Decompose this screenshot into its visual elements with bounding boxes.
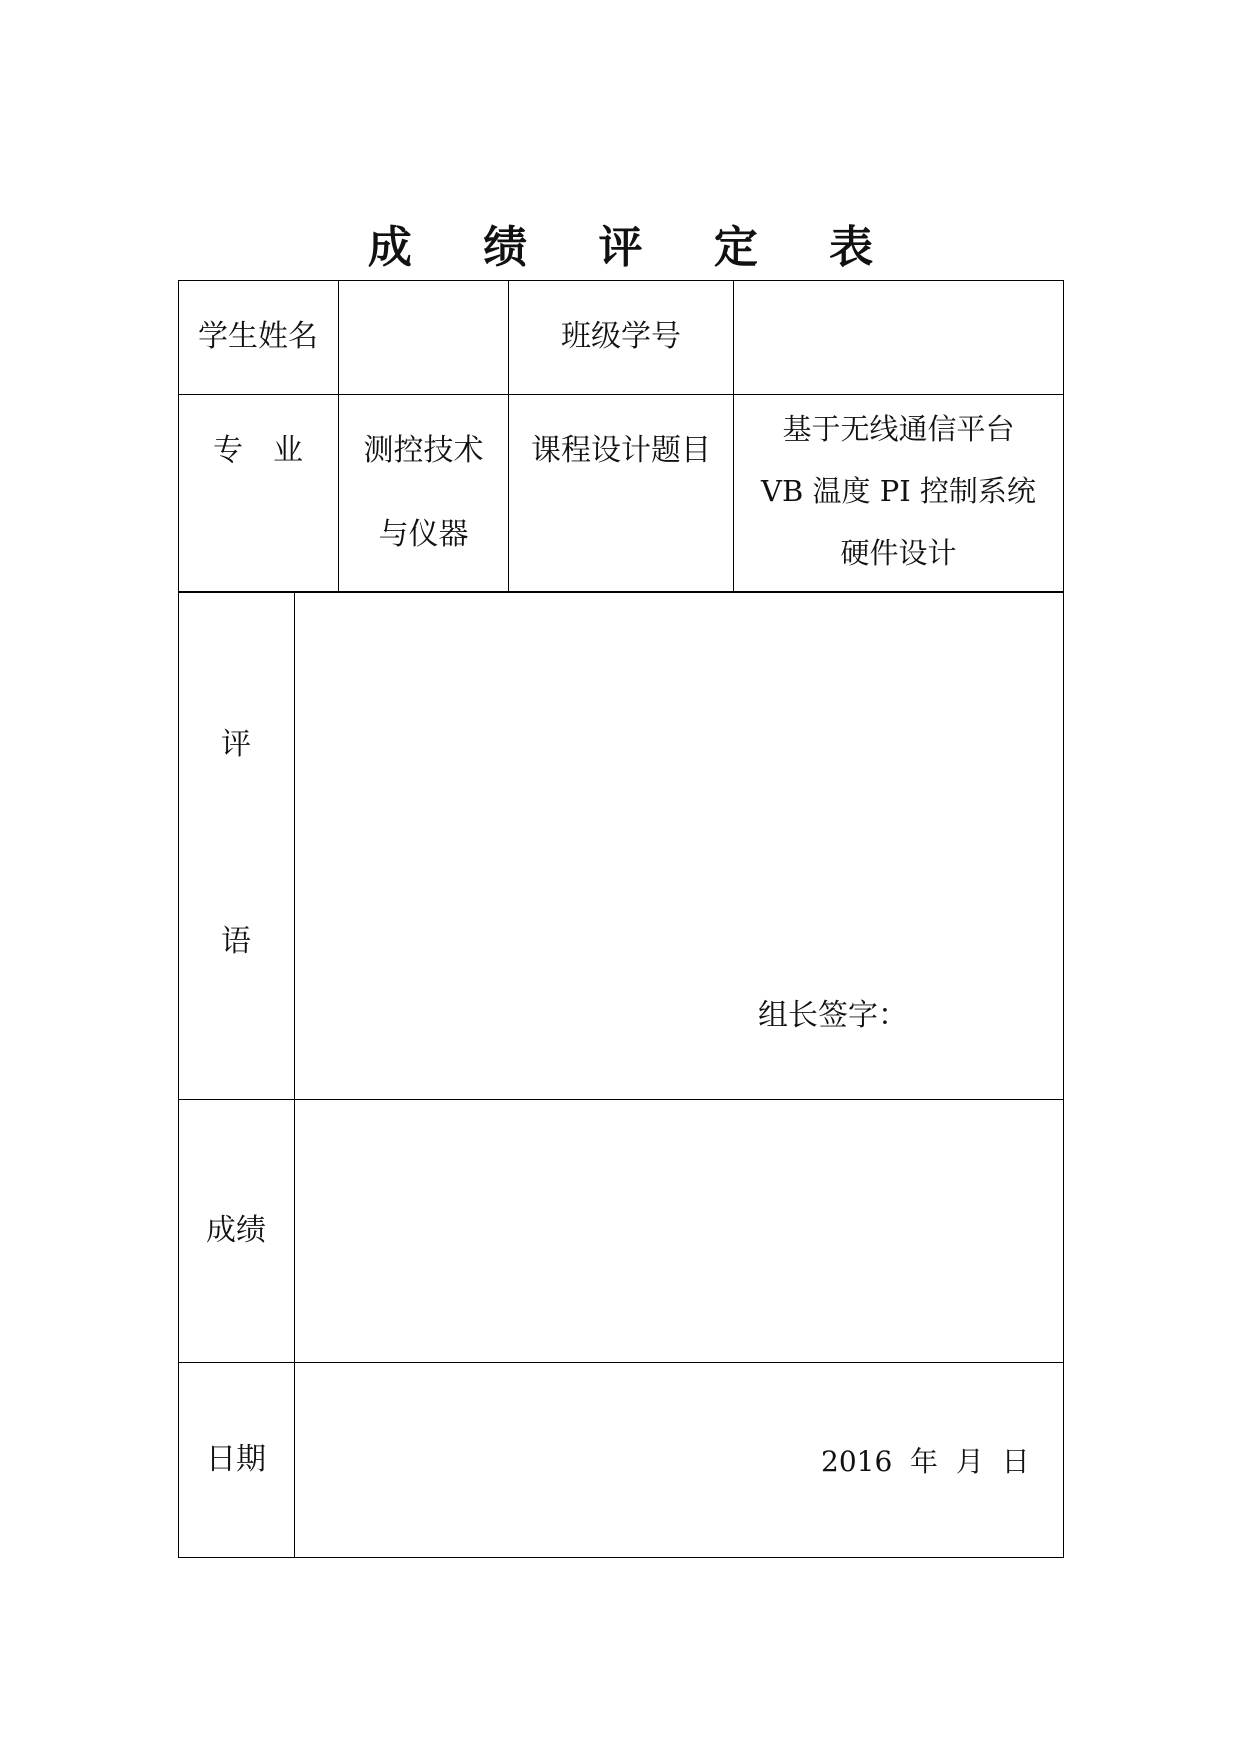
student-name-value [339, 280, 508, 394]
major-value [339, 395, 508, 591]
date-label: 日期 [206, 1442, 266, 1477]
table-border-bottom [178, 1557, 1064, 1558]
grade-value [295, 1100, 1063, 1362]
comments-label-char-1: 评 [221, 727, 251, 762]
topic-line1: 基于无线通信平台 [782, 412, 1015, 446]
class-id-value [734, 280, 1063, 394]
row-divider-2 [178, 591, 1064, 593]
major-value-line1: 测控技术 [363, 433, 484, 468]
major-label: 专 业 [213, 433, 303, 468]
course-topic-label: 课程设计题目 [531, 433, 711, 468]
table-border-right [1063, 280, 1064, 1558]
group-leader-signature-label: 组长签字： [758, 998, 908, 1033]
date-value: 2016 年 月 日 [821, 1445, 1030, 1478]
grade-label: 成绩 [206, 1213, 266, 1248]
course-topic-value [734, 395, 1063, 591]
page-title: 成 绩 评 定 表 [367, 222, 902, 273]
major-value-line2: 与仪器 [378, 517, 469, 552]
comments-label-char-2: 语 [221, 924, 251, 959]
evaluation-table [178, 280, 1064, 1557]
topic-line3: 硬件设计 [840, 536, 957, 570]
class-id-label: 班级学号 [561, 319, 681, 354]
student-name-label: 学生姓名 [198, 319, 318, 354]
topic-line2: VB 温度 PI 控制系统 [761, 474, 1036, 508]
row-divider-4 [178, 1362, 1064, 1363]
label-column-divider [294, 592, 295, 1558]
